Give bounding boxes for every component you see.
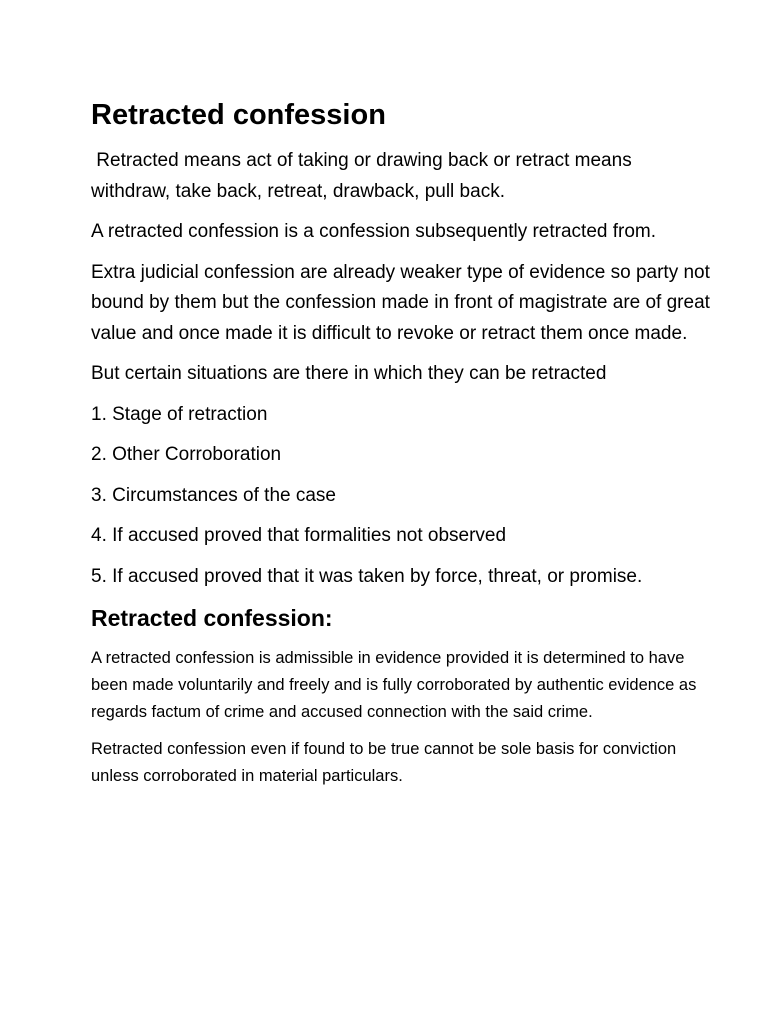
paragraph-conviction: Retracted confession even if found to be true cannot be sole basis for conviction unless corroborated in material particulars. [91,740,677,785]
list-item: 4. If accused proved that formalities not observed [91,525,507,546]
page-title: Retracted confession [91,99,386,131]
section-heading: Retracted confession: [91,605,333,631]
list-item: 1. Stage of retraction [91,403,268,425]
paragraph-definition: Retracted means act of taking or drawing back or retract means withdraw, take back, retreat, drawback, pull back. [91,150,637,202]
list-item: 3. Circumstances of the case [91,484,336,506]
paragraph-situations: But certain situations are there in which they can be retracted [91,363,607,384]
paragraph-admissible: A retracted confession is admissible in evidence provided it is determined to have been made voluntarily and freely and is fully corroborated by authentic evidence as regards factum of crime and accused connection with the said crime. [91,649,697,721]
paragraph-retracted-confession: A retracted confession is a confession subsequently retracted from. [91,221,657,242]
intro-section [91,146,711,592]
list-item: 2. Other Corroboration [91,444,282,465]
list-item: 5. If accused proved that it was taken by force, threat, or promise. [91,565,643,587]
paragraph-extra-judicial: Extra judicial confession are already weaker type of evidence so party not bound by them but the confession made in front of magistrate are of great value and once made it is difficult to revoke or retract them once made. [91,261,710,344]
admissibility-section [91,645,711,790]
document-page [91,96,711,800]
